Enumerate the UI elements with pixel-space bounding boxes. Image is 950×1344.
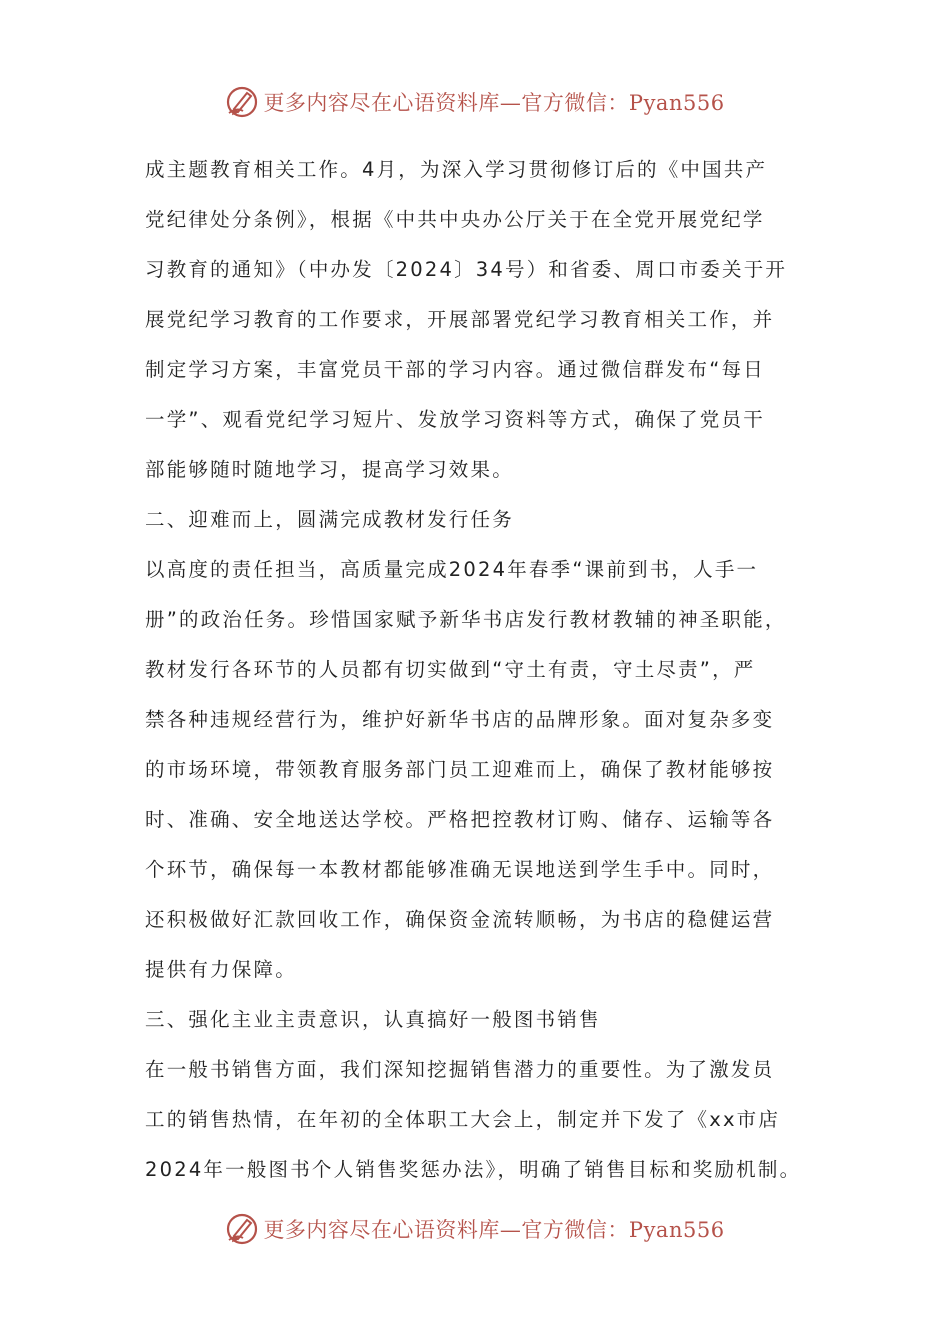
footer-watermark <box>0 1209 950 1249</box>
pen-logo-icon <box>225 1212 259 1246</box>
body-line: 禁各种违规经营行为，维护好新华书店的品牌形象。面对复杂多变 <box>145 708 775 731</box>
body-line: 制定学习方案，丰富党员干部的学习内容。通过微信群发布“每日 <box>145 358 765 381</box>
body-line: 还积极做好汇款回收工作，确保资金流转顺畅，为书店的稳健运营 <box>145 908 775 931</box>
body-line: 习教育的通知》（中办发〔2024〕34号）和省委、周口市委关于开 <box>145 258 788 281</box>
body-line: 提供有力保障。 <box>145 958 297 981</box>
body-line: 一学”、观看党纪学习短片、发放学习资料等方式，确保了党员干 <box>145 408 765 431</box>
document-body <box>145 145 815 1195</box>
section-heading: 三、强化主业主责意识，认真搞好一般图书销售 <box>145 1008 601 1031</box>
body-line: 的市场环境，带领教育服务部门员工迎难而上，确保了教材能够按 <box>145 758 775 781</box>
body-line: 个环节，确保每一本教材都能够准确无误地送到学生手中。同时， <box>145 858 775 881</box>
body-line: 以高度的责任担当，高质量完成2024年春季“课前到书，人手一 <box>145 558 759 581</box>
body-line: 册”的政治任务。珍惜国家赋予新华书店发行教材教辅的神圣职能， <box>145 608 787 631</box>
watermark-text: 更多内容尽在心语资料库—官方微信：Pyan556 <box>263 1218 725 1242</box>
section-heading: 二、迎难而上，圆满完成教材发行任务 <box>145 508 514 531</box>
body-line: 展党纪学习教育的工作要求，开展部署党纪学习教育相关工作，并 <box>145 308 775 331</box>
header-watermark <box>0 82 950 122</box>
body-line: 部能够随时随地学习，提高学习效果。 <box>145 458 514 481</box>
body-line: 在一般书销售方面，我们深知挖掘销售潜力的重要性。为了激发员 <box>145 1058 775 1081</box>
watermark-text: 更多内容尽在心语资料库—官方微信：Pyan556 <box>263 91 725 115</box>
body-line: 教材发行各环节的人员都有切实做到“守土有责，守土尽责”，严 <box>145 658 756 681</box>
pen-logo-icon <box>225 85 259 119</box>
body-line: 时、准确、安全地送达学校。严格把控教材订购、储存、运输等各 <box>145 808 775 831</box>
body-line: 工的销售热情，在年初的全体职工大会上，制定并下发了《xx市店 <box>145 1108 781 1131</box>
body-line: 党纪律处分条例》，根据《中共中央办公厅关于在全党开展党纪学 <box>145 208 765 231</box>
body-line: 2024年一般图书个人销售奖惩办法》，明确了销售目标和奖励机制。 <box>145 1158 802 1181</box>
body-line: 成主题教育相关工作。4月，为深入学习贯彻修订后的《中国共产 <box>145 158 768 181</box>
